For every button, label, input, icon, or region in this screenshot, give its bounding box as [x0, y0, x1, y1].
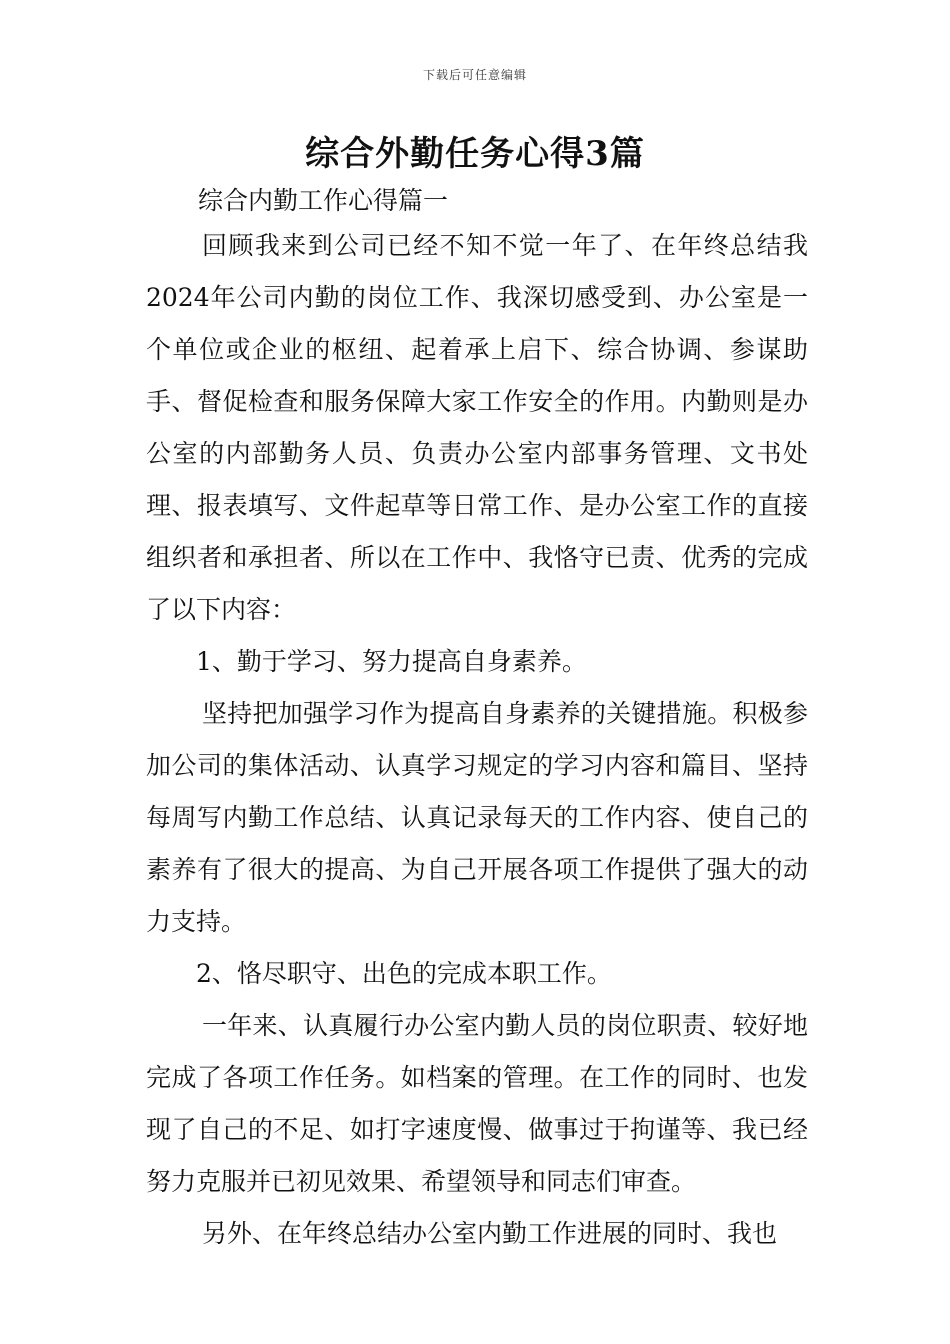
section-subtitle: 综合内勤工作心得篇一	[198, 186, 449, 215]
document-body	[146, 182, 808, 1260]
paragraph-additional: 另外、在年终总结办公室内勤工作进展的同时、我也	[202, 1219, 778, 1248]
point-heading-1: 1、勤于学习、努力提高自身素养。	[196, 647, 587, 676]
header-note: 下载后可任意编辑	[422, 68, 527, 82]
document-title: 综合外勤任务心得3篇	[305, 134, 645, 174]
paragraph-study: 坚持把加强学习作为提高自身素养的关键措施。积极参加公司的集体活动、认真学习规定的学习内容和篇目、坚持每周写内勤工作总结、认真记录每天的工作内容、使自己的素养有了很大的提高、为自己开展各项工作提供了强大的动力支持。	[146, 699, 808, 936]
paragraph-duty: 一年来、认真履行办公室内勤人员的岗位职责、较好地完成了各项工作任务。如档案的管理。在工作的同时、也发现了自己的不足、如打字速度慢、做事过于拘谨等、我已经努力克服并已初见效果、希望领导和同志们审查。	[146, 1011, 808, 1196]
paragraph-intro: 回顾我来到公司已经不知不觉一年了、在年终总结我2024年公司内勤的岗位工作、我深切感受到、办公室是一个单位或企业的枢纽、起着承上启下、综合协调、参谋助手、督促检查和服务保障大家工作安全的作用。内勤则是办公室的内部勤务人员、负责办公室内部事务管理、文书处理、报表填写、文件起草等日常工作、是办公室工作的直接组织者和承担者、所以在工作中、我恪守已责、优秀的完成了以下内容：	[146, 231, 808, 624]
point-heading-2: 2、恪尽职守、出色的完成本职工作。	[196, 959, 612, 988]
